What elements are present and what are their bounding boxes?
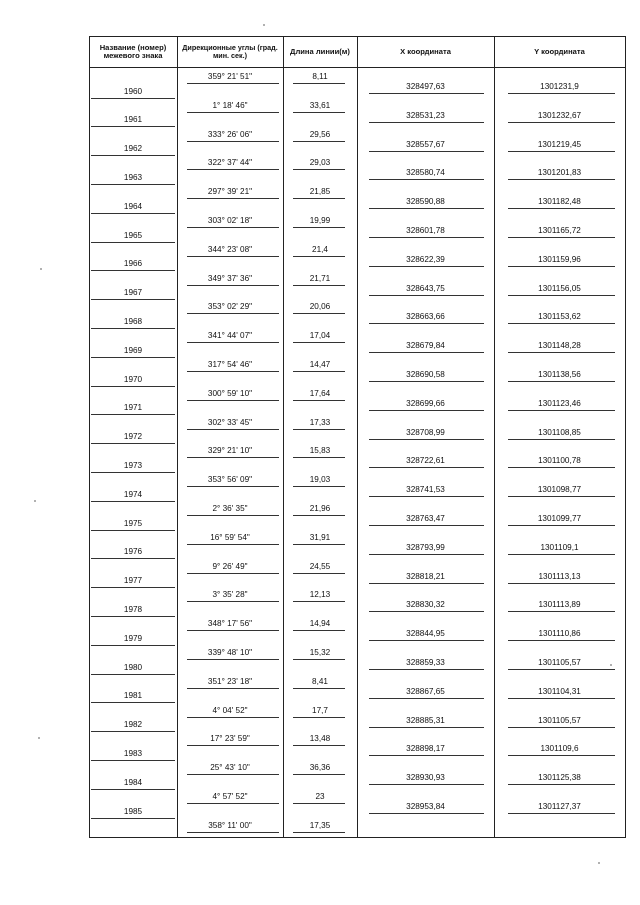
header-point-name: Название (номер) межевого знака xyxy=(99,42,167,60)
column-rule xyxy=(625,36,626,837)
y-coordinate: 1301113,89 xyxy=(538,600,581,610)
row-underline xyxy=(187,141,279,142)
row-underline xyxy=(187,774,279,775)
y-coordinate: 1301182,48 xyxy=(538,197,581,207)
direction-angle: 317° 54' 46" xyxy=(207,360,253,369)
y-coordinate: 1301148,28 xyxy=(538,341,581,351)
line-length: 17,04 xyxy=(309,331,331,341)
direction-angle: 333° 26' 06" xyxy=(207,129,253,139)
point-number: 1960 xyxy=(123,86,143,96)
line-length: 33,61 xyxy=(309,100,331,110)
x-coordinate: 328793,99 xyxy=(406,542,445,552)
row-underline xyxy=(187,717,279,718)
row-underline xyxy=(187,486,279,487)
row-underline xyxy=(187,745,279,746)
line-length: 21,85 xyxy=(309,187,331,197)
row-underline xyxy=(293,112,345,113)
row-underline xyxy=(369,122,484,123)
row-underline xyxy=(293,169,345,170)
y-coordinate: 1301156,05 xyxy=(538,283,581,293)
y-coordinate: 1301109,1 xyxy=(540,542,579,552)
x-coordinate: 328818,21 xyxy=(406,571,445,581)
direction-angle: 353° 56' 09" xyxy=(207,475,253,485)
row-underline xyxy=(91,501,175,502)
row-underline xyxy=(293,400,345,401)
direction-angle: 9° 26' 49" xyxy=(212,561,248,571)
line-length: 20,06 xyxy=(309,302,331,312)
x-coordinate: 328885,31 xyxy=(406,715,445,725)
column-rule xyxy=(283,36,284,837)
row-underline xyxy=(369,755,484,756)
direction-angle: 359° 21' 51" xyxy=(207,72,253,81)
scan-speck xyxy=(610,664,612,666)
point-number: 1972 xyxy=(123,432,143,442)
row-underline xyxy=(91,155,175,156)
point-number: 1966 xyxy=(123,259,143,269)
row-underline xyxy=(369,179,484,180)
row-underline xyxy=(187,630,279,631)
row-underline xyxy=(187,544,279,545)
direction-angle: 302° 33' 45" xyxy=(207,417,253,427)
y-coordinate: 1301138,56 xyxy=(538,370,581,379)
row-underline xyxy=(369,266,484,267)
x-coordinate: 328859,33 xyxy=(406,658,445,667)
direction-angle: 351° 23' 18" xyxy=(207,676,253,686)
row-underline xyxy=(187,227,279,228)
line-length: 19,99 xyxy=(309,216,331,225)
row-underline xyxy=(293,371,345,372)
direction-angle: 349° 37' 36" xyxy=(207,273,253,283)
row-underline xyxy=(369,93,484,94)
row-underline xyxy=(508,640,615,641)
line-length: 12,13 xyxy=(309,590,331,600)
row-underline xyxy=(508,352,615,353)
row-underline xyxy=(369,439,484,440)
row-underline xyxy=(293,688,345,689)
direction-angle: 300° 59' 10" xyxy=(207,388,253,398)
column-rule xyxy=(89,36,90,837)
point-number: 1981 xyxy=(123,691,143,701)
header-line-length: Длина линии(м) xyxy=(290,46,350,56)
point-number: 1983 xyxy=(123,748,143,758)
point-number: 1971 xyxy=(123,403,143,413)
row-underline xyxy=(508,525,615,526)
y-coordinate: 1301099,77 xyxy=(537,514,582,523)
line-length: 17,7 xyxy=(312,705,328,715)
row-underline xyxy=(369,784,484,785)
direction-angle: 348° 17' 56" xyxy=(207,619,253,629)
scan-speck xyxy=(598,862,600,864)
header-y-coordinate: Y координата xyxy=(534,46,585,56)
row-underline xyxy=(187,573,279,574)
x-coordinate: 328953,84 xyxy=(406,802,445,811)
row-underline xyxy=(91,357,175,358)
x-coordinate: 328643,75 xyxy=(406,283,445,293)
row-underline xyxy=(187,198,279,199)
point-number: 1961 xyxy=(123,115,143,125)
row-underline xyxy=(369,381,484,382)
x-coordinate: 328590,88 xyxy=(406,197,445,207)
x-coordinate: 328601,78 xyxy=(406,226,445,235)
point-number: 1980 xyxy=(123,662,143,672)
row-underline xyxy=(293,429,345,430)
line-length: 17,35 xyxy=(309,820,331,830)
row-underline xyxy=(508,554,615,555)
row-underline xyxy=(293,774,345,775)
row-underline xyxy=(369,323,484,324)
point-number: 1962 xyxy=(123,144,143,154)
x-coordinate: 328898,17 xyxy=(406,744,445,754)
row-underline xyxy=(508,583,615,584)
y-coordinate: 1301165,72 xyxy=(538,226,581,235)
row-underline xyxy=(508,237,615,238)
row-underline xyxy=(293,83,345,84)
y-coordinate: 1301108,85 xyxy=(538,427,581,437)
row-underline xyxy=(187,313,279,314)
scan-speck xyxy=(40,268,42,270)
row-underline xyxy=(91,213,175,214)
point-number: 1964 xyxy=(123,201,143,211)
row-underline xyxy=(293,198,345,199)
direction-angle: 353° 02' 29" xyxy=(207,302,253,312)
direction-angle: 303° 02' 18" xyxy=(207,216,253,225)
row-underline xyxy=(91,443,175,444)
row-underline xyxy=(91,818,175,819)
row-underline xyxy=(187,256,279,257)
line-length: 23 xyxy=(315,792,325,801)
row-underline xyxy=(369,669,484,670)
x-coordinate: 328830,32 xyxy=(406,600,445,610)
line-length: 8,41 xyxy=(312,676,328,686)
y-coordinate: 1301127,37 xyxy=(538,802,581,811)
line-length: 13,48 xyxy=(309,734,331,744)
row-underline xyxy=(187,429,279,430)
row-underline xyxy=(91,98,175,99)
table-bottom-rule xyxy=(89,837,626,838)
direction-angle: 2° 36' 35" xyxy=(212,504,248,513)
row-underline xyxy=(187,400,279,401)
line-length: 8,11 xyxy=(312,72,328,81)
row-underline xyxy=(369,151,484,152)
row-underline xyxy=(91,702,175,703)
row-underline xyxy=(91,414,175,415)
direction-angle: 3° 35' 28" xyxy=(212,590,248,600)
row-underline xyxy=(91,530,175,531)
line-length: 36,36 xyxy=(309,763,331,773)
row-underline xyxy=(293,515,345,516)
scan-speck xyxy=(38,737,40,739)
point-number: 1969 xyxy=(123,345,143,355)
row-underline xyxy=(293,141,345,142)
direction-angle: 16° 59' 54" xyxy=(210,532,250,542)
row-underline xyxy=(91,789,175,790)
point-number: 1985 xyxy=(123,806,143,816)
row-underline xyxy=(187,659,279,660)
x-coordinate: 328844,95 xyxy=(406,629,445,639)
y-coordinate: 1301219,45 xyxy=(537,139,582,149)
row-underline xyxy=(91,558,175,559)
point-number: 1979 xyxy=(123,633,143,643)
y-coordinate: 1301231,9 xyxy=(540,82,579,91)
row-underline xyxy=(293,285,345,286)
y-coordinate: 1301100,78 xyxy=(538,456,581,466)
point-number: 1973 xyxy=(123,460,143,470)
line-length: 15,83 xyxy=(309,446,331,456)
point-number: 1976 xyxy=(123,547,143,557)
direction-angle: 4° 57' 52" xyxy=(212,792,248,801)
x-coordinate: 328580,74 xyxy=(406,168,445,178)
row-underline xyxy=(508,784,615,785)
row-underline xyxy=(369,554,484,555)
row-underline xyxy=(508,439,615,440)
row-underline xyxy=(91,760,175,761)
row-underline xyxy=(91,242,175,243)
row-underline xyxy=(508,93,615,94)
line-length: 29,03 xyxy=(309,158,331,168)
row-underline xyxy=(187,803,279,804)
point-number: 1967 xyxy=(123,288,143,298)
point-number: 1982 xyxy=(123,720,143,730)
row-underline xyxy=(508,179,615,180)
row-underline xyxy=(369,295,484,296)
x-coordinate: 328722,61 xyxy=(406,456,445,466)
row-underline xyxy=(293,486,345,487)
row-underline xyxy=(187,83,279,84)
row-underline xyxy=(293,227,345,228)
y-coordinate: 1301123,46 xyxy=(538,398,581,408)
point-number: 1970 xyxy=(123,374,143,384)
row-underline xyxy=(293,717,345,718)
row-underline xyxy=(293,630,345,631)
direction-angle: 17° 23' 59" xyxy=(210,734,250,744)
y-coordinate: 1301105,57 xyxy=(538,715,581,725)
direction-angle: 322° 37' 44" xyxy=(207,158,253,168)
x-coordinate: 328708,99 xyxy=(406,427,445,437)
y-coordinate: 1301098,77 xyxy=(537,485,582,495)
row-underline xyxy=(187,601,279,602)
row-underline xyxy=(508,410,615,411)
row-underline xyxy=(293,832,345,833)
point-number: 1984 xyxy=(123,777,143,787)
row-underline xyxy=(187,169,279,170)
direction-angle: 297° 39' 21" xyxy=(207,187,253,197)
x-coordinate: 328763,47 xyxy=(406,514,445,523)
y-coordinate: 1301153,62 xyxy=(538,312,581,322)
direction-angle: 25° 43' 10" xyxy=(210,763,250,773)
row-underline xyxy=(293,256,345,257)
y-coordinate: 1301105,57 xyxy=(538,658,581,667)
row-underline xyxy=(91,270,175,271)
y-coordinate: 1301104,31 xyxy=(538,686,581,696)
row-underline xyxy=(508,813,615,814)
row-underline xyxy=(369,496,484,497)
x-coordinate: 328557,67 xyxy=(406,139,445,149)
point-number: 1974 xyxy=(123,489,143,499)
x-coordinate: 328663,66 xyxy=(406,312,445,322)
row-underline xyxy=(293,342,345,343)
row-underline xyxy=(508,611,615,612)
row-underline xyxy=(508,266,615,267)
row-underline xyxy=(91,184,175,185)
row-underline xyxy=(369,525,484,526)
row-underline xyxy=(91,328,175,329)
row-underline xyxy=(369,611,484,612)
row-underline xyxy=(508,381,615,382)
line-length: 15,32 xyxy=(309,648,331,657)
row-underline xyxy=(187,457,279,458)
row-underline xyxy=(369,727,484,728)
row-underline xyxy=(508,151,615,152)
row-underline xyxy=(91,386,175,387)
row-underline xyxy=(508,467,615,468)
point-number: 1965 xyxy=(123,230,143,240)
row-underline xyxy=(91,731,175,732)
x-coordinate: 328679,84 xyxy=(406,341,445,351)
line-length: 21,71 xyxy=(309,273,331,283)
x-coordinate: 328741,53 xyxy=(406,485,445,495)
row-underline xyxy=(187,515,279,516)
row-underline xyxy=(508,208,615,209)
x-coordinate: 328690,58 xyxy=(406,370,445,379)
row-underline xyxy=(508,669,615,670)
row-underline xyxy=(91,616,175,617)
row-underline xyxy=(369,410,484,411)
row-underline xyxy=(91,126,175,127)
y-coordinate: 1301159,96 xyxy=(538,254,581,264)
line-length: 14,47 xyxy=(309,360,331,369)
row-underline xyxy=(293,457,345,458)
row-underline xyxy=(508,122,615,123)
line-length: 24,55 xyxy=(309,561,331,571)
y-coordinate: 1301110,86 xyxy=(538,629,581,639)
direction-angle: 344° 23' 08" xyxy=(207,244,253,254)
row-underline xyxy=(91,472,175,473)
header-x-coordinate: X координата xyxy=(400,46,451,56)
x-coordinate: 328497,63 xyxy=(406,82,445,91)
row-underline xyxy=(508,698,615,699)
row-underline xyxy=(187,285,279,286)
row-underline xyxy=(369,208,484,209)
row-underline xyxy=(369,237,484,238)
column-rule xyxy=(357,36,358,837)
point-number: 1963 xyxy=(123,172,143,182)
row-underline xyxy=(369,583,484,584)
x-coordinate: 328699,66 xyxy=(406,398,445,408)
row-underline xyxy=(508,727,615,728)
line-length: 31,91 xyxy=(309,532,331,542)
row-underline xyxy=(293,544,345,545)
row-underline xyxy=(187,832,279,833)
y-coordinate: 1301201,83 xyxy=(537,168,582,178)
y-coordinate: 1301232,67 xyxy=(537,110,582,120)
point-number: 1977 xyxy=(123,576,143,586)
line-length: 19,03 xyxy=(309,475,331,485)
column-rule xyxy=(177,36,178,837)
row-underline xyxy=(369,352,484,353)
row-underline xyxy=(508,496,615,497)
row-underline xyxy=(91,299,175,300)
row-underline xyxy=(187,342,279,343)
row-underline xyxy=(508,295,615,296)
row-underline xyxy=(293,659,345,660)
x-coordinate: 328531,23 xyxy=(406,110,445,120)
point-number: 1975 xyxy=(123,518,143,528)
line-length: 21,4 xyxy=(312,244,328,254)
row-underline xyxy=(369,698,484,699)
column-rule xyxy=(494,36,495,837)
row-underline xyxy=(293,313,345,314)
direction-angle: 341° 44' 07" xyxy=(207,331,253,341)
y-coordinate: 1301113,13 xyxy=(538,571,581,581)
row-underline xyxy=(187,112,279,113)
row-underline xyxy=(91,587,175,588)
direction-angle: 4° 04' 52" xyxy=(212,705,248,715)
row-underline xyxy=(293,573,345,574)
scan-speck xyxy=(263,24,265,26)
row-underline xyxy=(91,645,175,646)
direction-angle: 358° 11' 00" xyxy=(208,820,252,830)
direction-angle: 329° 21' 10" xyxy=(207,446,253,456)
x-coordinate: 328930,93 xyxy=(406,773,445,783)
row-underline xyxy=(187,688,279,689)
x-coordinate: 328867,65 xyxy=(406,686,445,696)
y-coordinate: 1301109,6 xyxy=(540,744,579,754)
point-number: 1978 xyxy=(123,604,143,614)
row-underline xyxy=(508,323,615,324)
line-length: 14,94 xyxy=(309,619,331,629)
point-number: 1968 xyxy=(123,316,143,326)
row-underline xyxy=(293,601,345,602)
direction-angle: 1° 18' 46" xyxy=(212,100,248,110)
row-underline xyxy=(91,674,175,675)
row-underline xyxy=(293,745,345,746)
scan-speck xyxy=(34,500,36,502)
x-coordinate: 328622,39 xyxy=(406,254,445,264)
y-coordinate: 1301125,38 xyxy=(538,773,581,783)
row-underline xyxy=(369,467,484,468)
header-direction-angle: Дирекционные углы (град. мин. сек.) xyxy=(182,42,278,60)
line-length: 17,64 xyxy=(309,388,331,398)
line-length: 29,56 xyxy=(309,129,331,139)
row-underline xyxy=(508,755,615,756)
line-length: 17,33 xyxy=(309,417,331,427)
line-length: 21,96 xyxy=(309,504,331,513)
direction-angle: 339° 48' 10" xyxy=(207,648,253,657)
row-underline xyxy=(187,371,279,372)
row-underline xyxy=(369,813,484,814)
row-underline xyxy=(293,803,345,804)
row-underline xyxy=(369,640,484,641)
